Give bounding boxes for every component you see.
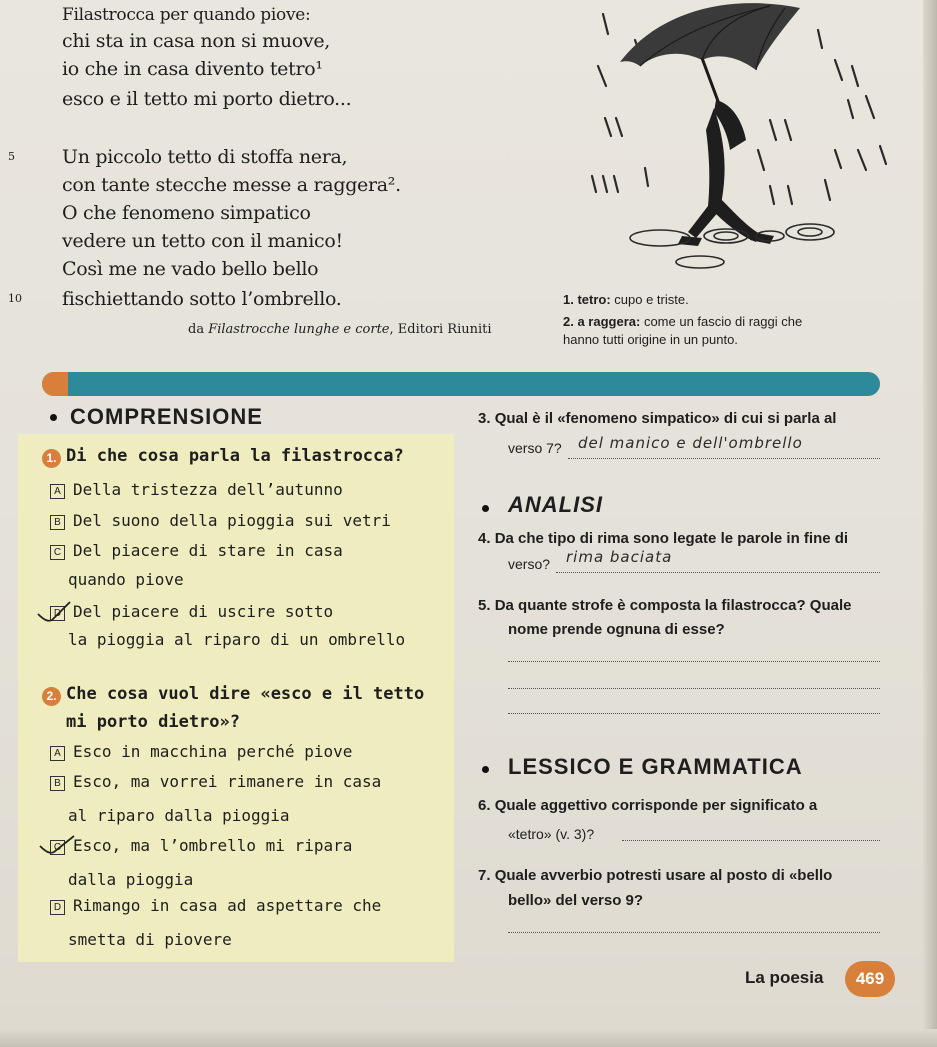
footnote-2-cont-text: hanno tutti origine in un punto. — [563, 332, 738, 347]
poem-line-7: O che fenomeno simpatico — [62, 202, 311, 224]
poem-line-1: Filastrocca per quando piove: — [62, 5, 311, 25]
q3-question: Qual è il «fenomeno simpatico» di cui si parla al — [494, 410, 837, 427]
lessico-title: LESSICO E GRAMMATICA — [508, 754, 803, 779]
section-divider-bar — [42, 372, 880, 396]
q1-option-c-label: Del piacere di stare in casa — [73, 541, 343, 560]
q1-text: Di che cosa parla la filastrocca? — [66, 446, 404, 466]
poem-line-5: Un piccolo tetto di stoffa nera, — [62, 146, 348, 168]
source-title: Filastrocche lunghe e corte — [208, 322, 390, 337]
handwritten-check-mark — [36, 832, 78, 856]
q2-number: 2. — [42, 687, 61, 706]
option-d-box[interactable]: D — [50, 606, 65, 621]
footnote-2-text: come un fascio di raggi che — [640, 314, 803, 329]
q3-handwritten-answer: del manico e dell'ombrello — [578, 434, 803, 452]
q7-number: 7. — [478, 867, 491, 884]
umbrella-walker-illustration — [470, 0, 910, 290]
q4-handwritten-answer: rima baciata — [566, 548, 673, 566]
q4-question: Da che tipo di rima sono legate le parole in fine di — [494, 530, 849, 547]
q5-answer-line-3[interactable] — [508, 713, 880, 714]
page-bottom-edge — [0, 1029, 937, 1047]
q4-answer-line[interactable] — [556, 572, 880, 573]
q3-answer-line[interactable] — [568, 458, 880, 459]
q1-option-d[interactable] — [50, 602, 333, 621]
option-a-box[interactable]: A — [50, 484, 65, 499]
poem-line-6: con tante stecche messe a raggera². — [62, 174, 401, 196]
q2-option-a[interactable] — [50, 742, 352, 761]
poem-line-3: io che in casa divento tetro¹ — [62, 58, 323, 80]
q2-text-line1: Che cosa vuol dire «esco e il tetto — [66, 684, 425, 704]
q2-option-c-cont: dalla pioggia — [68, 870, 194, 889]
q2-option-d-label: Rimango in casa ad aspettare che — [73, 896, 382, 915]
section-divider-accent — [42, 372, 68, 396]
q3-text — [478, 410, 836, 427]
poem-line-4: esco e il tetto mi porto dietro... — [62, 88, 352, 110]
poem-line-8: vedere un tetto con il manico! — [62, 230, 343, 252]
bullet-icon — [482, 505, 489, 512]
footnote-2 — [563, 314, 802, 329]
q1-number: 1. — [42, 449, 61, 468]
q7-answer-line[interactable] — [508, 932, 880, 933]
comprensione-title: COMPRENSIONE — [70, 404, 263, 429]
option-a-box[interactable]: A — [50, 746, 65, 761]
source-prefix: da — [188, 322, 209, 337]
q4-text — [478, 530, 848, 547]
option-b-box[interactable]: B — [50, 515, 65, 530]
poem-line-9: Così me ne vado bello bello — [62, 258, 319, 280]
option-c-box[interactable]: C — [50, 545, 65, 560]
q1-option-c-cont: quando piove — [68, 570, 184, 589]
q7-cont: bello» del verso 9? — [508, 892, 644, 909]
footnote-2-term: 2. a raggera: — [563, 314, 641, 329]
q6-question: Quale aggettivo corrisponde per significato a — [494, 797, 818, 814]
q5-answer-line-1[interactable] — [508, 661, 880, 662]
q2-option-b-label: Esco, ma vorrei rimanere in casa — [73, 772, 382, 791]
bullet-icon — [50, 414, 57, 421]
q3-cont: verso 7? — [508, 440, 562, 456]
handwritten-check-mark — [34, 598, 74, 624]
q3-number: 3. — [478, 410, 491, 427]
q5-cont: nome prende ognuna di esse? — [508, 621, 725, 638]
q2-option-b-cont: al riparo dalla pioggia — [68, 806, 290, 825]
line-number-10: 10 — [8, 292, 22, 305]
q2-option-c[interactable] — [50, 836, 352, 855]
option-c-box[interactable]: C — [50, 840, 65, 855]
q4-number: 4. — [478, 530, 491, 547]
q1-option-d-label: Del piacere di uscire sotto — [73, 602, 334, 621]
bullet-icon — [482, 766, 489, 773]
q5-answer-line-2[interactable] — [508, 688, 880, 689]
poem-source — [188, 322, 492, 337]
option-d-box[interactable]: D — [50, 900, 65, 915]
q4-cont: verso? — [508, 556, 551, 572]
q1-option-d-cont: la pioggia al riparo di un ombrello — [68, 630, 406, 649]
footnote-1-text: cupo e triste. — [610, 292, 689, 307]
q1-option-b[interactable] — [50, 511, 391, 530]
q2-option-a-label: Esco in macchina perché piove — [73, 742, 353, 761]
q2-option-d-cont: smetta di piovere — [68, 930, 232, 949]
q2-text-line2: mi porto dietro»? — [66, 712, 240, 732]
footnote-1 — [563, 292, 689, 307]
q5-number: 5. — [478, 597, 491, 614]
q6-cont: «tetro» (v. 3)? — [508, 826, 595, 842]
q6-number: 6. — [478, 797, 491, 814]
q2-option-d[interactable] — [50, 896, 381, 915]
q1-option-a-label: Della tristezza dell’autunno — [73, 480, 343, 499]
page-number-badge: 469 — [845, 961, 895, 997]
q5-question: Da quante strofe è composta la filastrocca? Quale — [494, 597, 852, 614]
page-edge — [923, 0, 937, 1047]
footnote-2-cont — [563, 332, 738, 347]
q7-text — [478, 867, 832, 884]
line-number-5: 5 — [8, 150, 15, 163]
q2-option-c-label: Esco, ma l’ombrello mi ripara — [73, 836, 353, 855]
q6-answer-line[interactable] — [622, 840, 880, 841]
q5-text — [478, 597, 851, 614]
footnote-1-term: 1. tetro: — [563, 292, 611, 307]
poem-line-10: fischiettando sotto l’ombrello. — [62, 288, 342, 310]
footer-section-label: La poesia — [745, 968, 824, 987]
q1-option-a[interactable] — [50, 480, 343, 499]
poem-line-2: chi sta in casa non si muove, — [62, 30, 331, 52]
puddles — [630, 224, 834, 268]
q2-option-b[interactable] — [50, 772, 381, 791]
q1-option-b-label: Del suono della pioggia sui vetri — [73, 511, 391, 530]
q1-option-c[interactable] — [50, 541, 343, 560]
option-b-box[interactable]: B — [50, 776, 65, 791]
q7-question: Quale avverbio potresti usare al posto di «bello — [494, 867, 833, 884]
analisi-title: ANALISI — [508, 492, 603, 517]
q6-text — [478, 797, 817, 814]
source-suffix: , Editori Riuniti — [389, 322, 492, 337]
